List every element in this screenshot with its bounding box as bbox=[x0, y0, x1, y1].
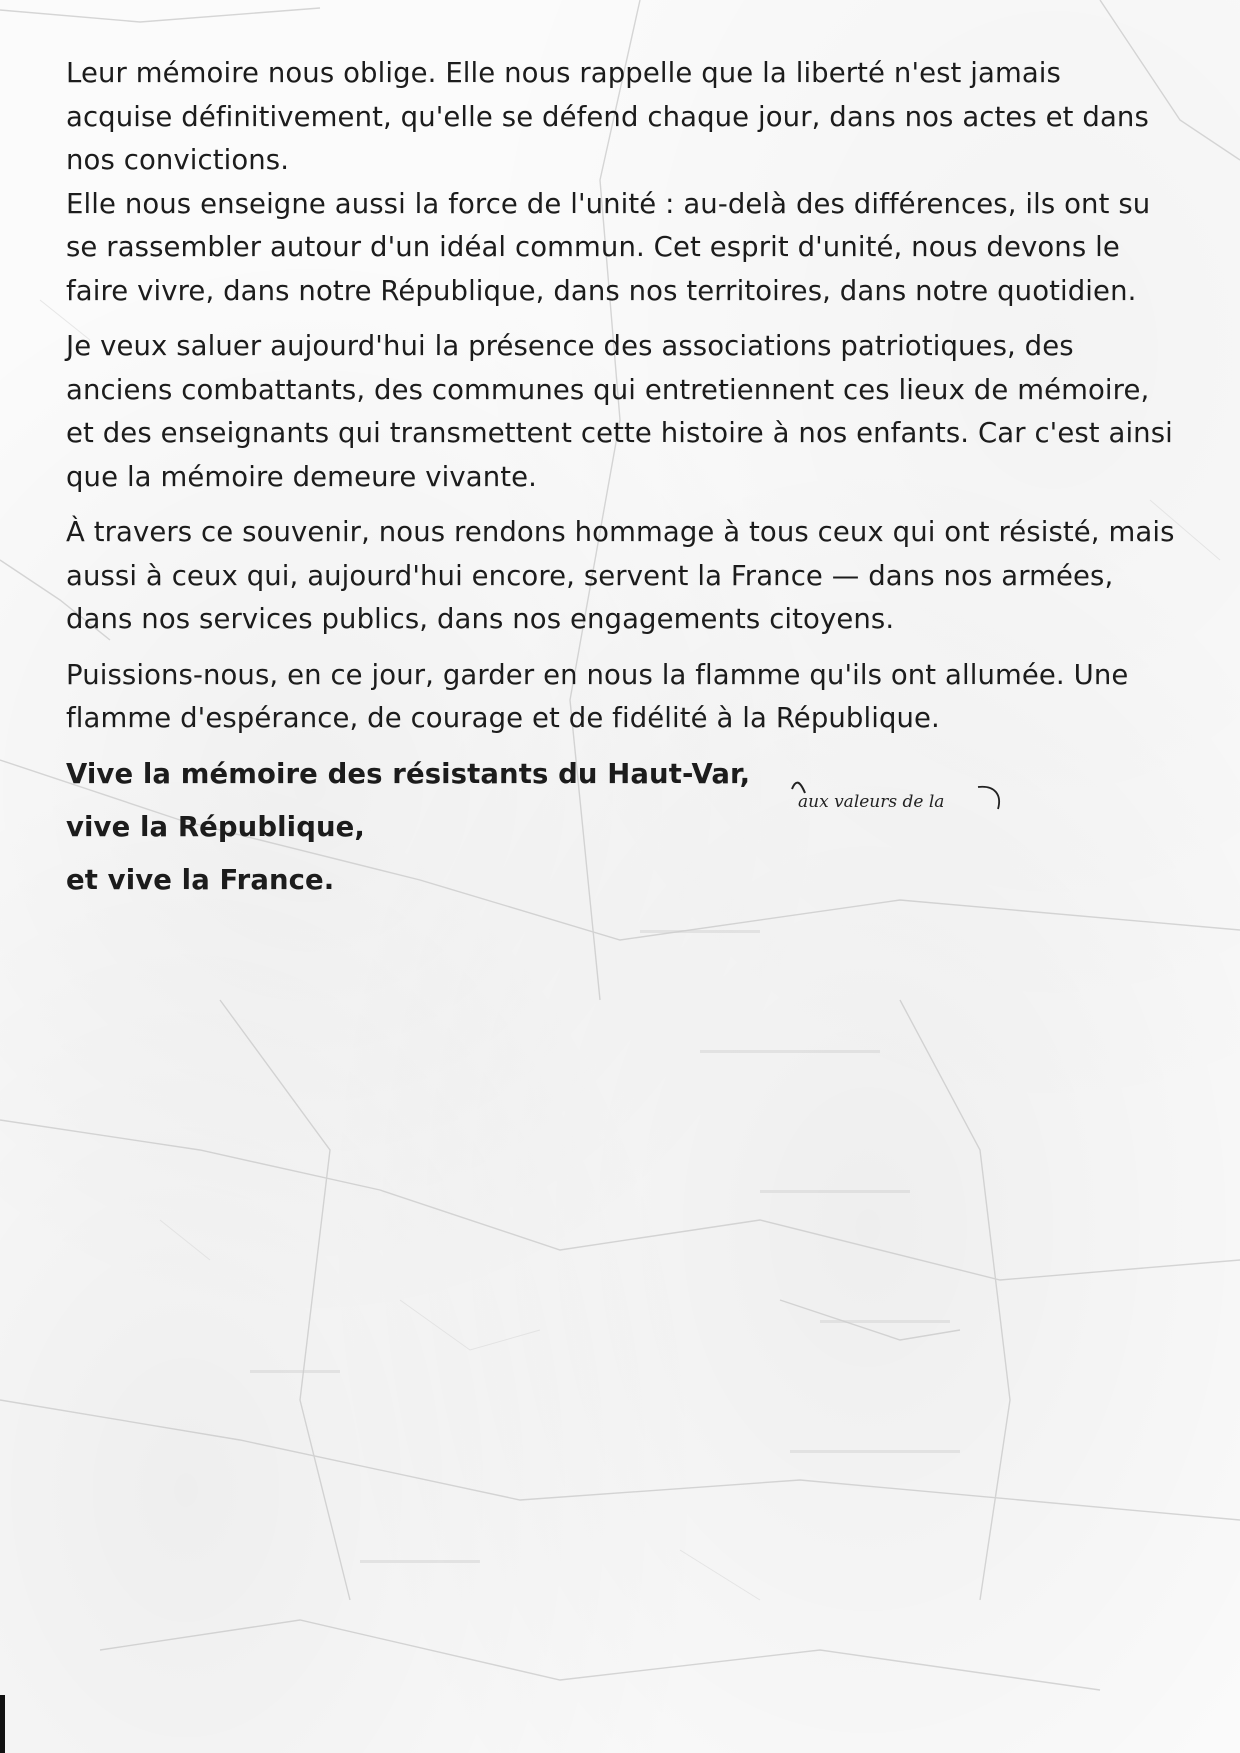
paragraph: Leur mémoire nous oblige. Elle nous rappelle que la liberté n'est jamais acquise définitivement, qu'elle se défend chaque jour, dans nos actes et dans nos convictions. bbox=[66, 57, 1149, 176]
paragraph: Elle nous enseigne aussi la force de l'unité : au-delà des différences, ils ont su se rassembler autour d'un idéal commun. Cet esprit d'unité, nous devons le faire vivre, dans notre République, dans nos territoires, dans notre quotidien. bbox=[66, 187, 1151, 307]
paragraph: Puissions-nous, en ce jour, garder en nous la flamme qu'ils ont allumée. Une flamme d'espérance, de courage et de fidélité à la République. bbox=[66, 658, 1129, 734]
handwritten-note: aux valeurs de la bbox=[798, 792, 945, 812]
closing-line: vive la République, bbox=[66, 810, 365, 843]
paragraph: À travers ce souvenir, nous rendons hommage à tous ceux qui ont résisté, mais aussi à ceux qui, aujourd'hui encore, servent la France — dans nos armées, dans nos services publics, dans nos engagements citoyens. bbox=[66, 516, 1175, 635]
closing-line: Vive la mémoire des résistants du Haut-Var, bbox=[66, 757, 751, 790]
handwritten-annotation bbox=[790, 773, 1020, 825]
paragraph: Je veux saluer aujourd'hui la présence des associations patriotiques, des anciens combattants, des communes qui entretiennent ces lieux de mémoire, et des enseignants qui transmettent cette histoire à nos enfants. Car c'est ainsi que la mémoire demeure vivante. bbox=[66, 330, 1173, 493]
closing-line: et vive la France. bbox=[66, 863, 335, 896]
scan-edge-mark bbox=[0, 1695, 5, 1753]
